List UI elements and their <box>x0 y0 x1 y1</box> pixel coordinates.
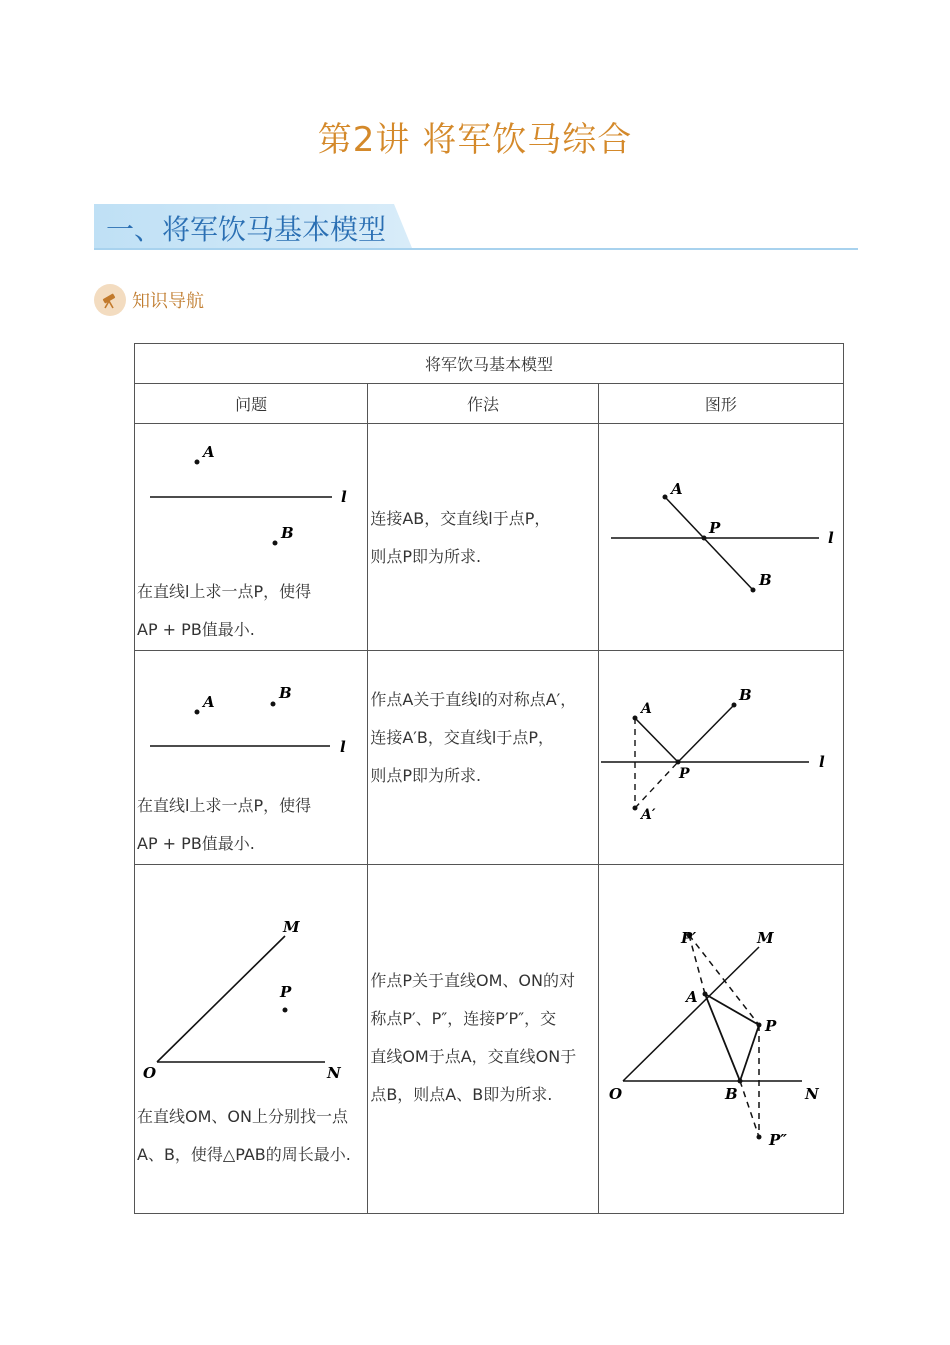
figure-cell <box>598 651 843 865</box>
header-method: 作法 <box>368 384 598 424</box>
section-header <box>94 204 858 250</box>
label-a: A <box>670 480 683 498</box>
problem-figure-2 <box>135 651 368 791</box>
problem-text-line: AP + PB值最小. <box>137 620 255 639</box>
label-b: B <box>281 524 294 542</box>
label-p: P <box>678 766 690 782</box>
table-caption: 将军饮马基本模型 <box>135 344 844 384</box>
label-a-prime: A′ <box>640 807 656 823</box>
problem-text-line: 在直线l上求一点P，使得 <box>137 796 312 815</box>
method-cell <box>368 424 598 651</box>
label-p: P <box>280 983 292 1001</box>
label-b: B <box>758 571 772 589</box>
method-text-line: 直线OM于点A，交直线ON于 <box>370 1047 577 1066</box>
method-text-line: 点B，则点A、B即为所求. <box>370 1085 553 1104</box>
section-title: 一、将军饮马基本模型 <box>106 213 387 246</box>
label-l: l <box>340 738 346 756</box>
solution-figure-1 <box>599 424 844 650</box>
label-a: A <box>203 443 215 461</box>
method-text-line: 作点P关于直线OM、ON的对 <box>370 971 575 990</box>
label-o: O <box>143 1064 157 1082</box>
method-text-line: 连接AB，交直线l于点P， <box>370 509 551 528</box>
knowledge-nav <box>94 284 204 316</box>
label-p-prime: P′ <box>680 929 696 947</box>
label-b: B <box>738 686 752 704</box>
label-a: A <box>685 988 698 1006</box>
label-l: l <box>341 488 347 506</box>
method-text-line: 连接A′B，交直线l于点P， <box>370 728 554 747</box>
method-text-line: 则点P即为所求. <box>370 766 482 785</box>
page-title: 第2讲 将军饮马综合 <box>317 120 633 160</box>
table-row <box>135 651 844 865</box>
label-n: N <box>804 1085 819 1103</box>
problem-text-line: AP + PB值最小. <box>137 834 255 853</box>
problem-cell <box>135 651 368 865</box>
label-o: O <box>608 1085 622 1103</box>
header-figure: 图形 <box>598 384 843 424</box>
label-m: M <box>283 918 300 936</box>
label-l: l <box>818 753 825 771</box>
figure-cell <box>598 424 843 651</box>
model-table <box>134 343 844 1214</box>
label-p: P <box>764 1017 776 1035</box>
label-p: P <box>708 519 720 537</box>
problem-cell <box>135 424 368 651</box>
figure-cell <box>598 865 843 1214</box>
telescope-icon <box>94 284 126 316</box>
label-b: B <box>724 1085 738 1103</box>
header-problem: 问题 <box>135 384 368 424</box>
label-p-double-prime: P″ <box>768 1131 787 1149</box>
method-text-line: 称点P′、P″，连接P′P″，交 <box>370 1009 557 1028</box>
problem-text-line: A、B，使得△PAB的周长最小. <box>137 1145 351 1164</box>
label-a: A <box>203 693 215 711</box>
problem-figure-3 <box>135 865 368 1095</box>
label-n: N <box>327 1064 341 1082</box>
solution-figure-2 <box>599 651 844 864</box>
method-text-line: 则点P即为所求. <box>370 547 482 566</box>
label-l: l <box>827 529 834 547</box>
problem-cell <box>135 865 368 1214</box>
label-a: A <box>640 701 652 717</box>
table-row <box>135 424 844 651</box>
problem-text-line: 在直线l上求一点P，使得 <box>137 582 312 601</box>
solution-figure-3 <box>599 865 844 1213</box>
nav-label: 知识导航 <box>132 291 204 312</box>
label-m: M <box>756 929 774 947</box>
method-cell <box>368 865 598 1214</box>
label-b: B <box>279 684 292 702</box>
method-cell <box>368 651 598 865</box>
table-row <box>135 865 844 1214</box>
method-text-line: 作点A关于直线l的对称点A′， <box>370 690 577 709</box>
problem-figure-1 <box>135 424 368 584</box>
problem-text-line: 在直线OM、ON上分别找一点 <box>137 1107 348 1126</box>
